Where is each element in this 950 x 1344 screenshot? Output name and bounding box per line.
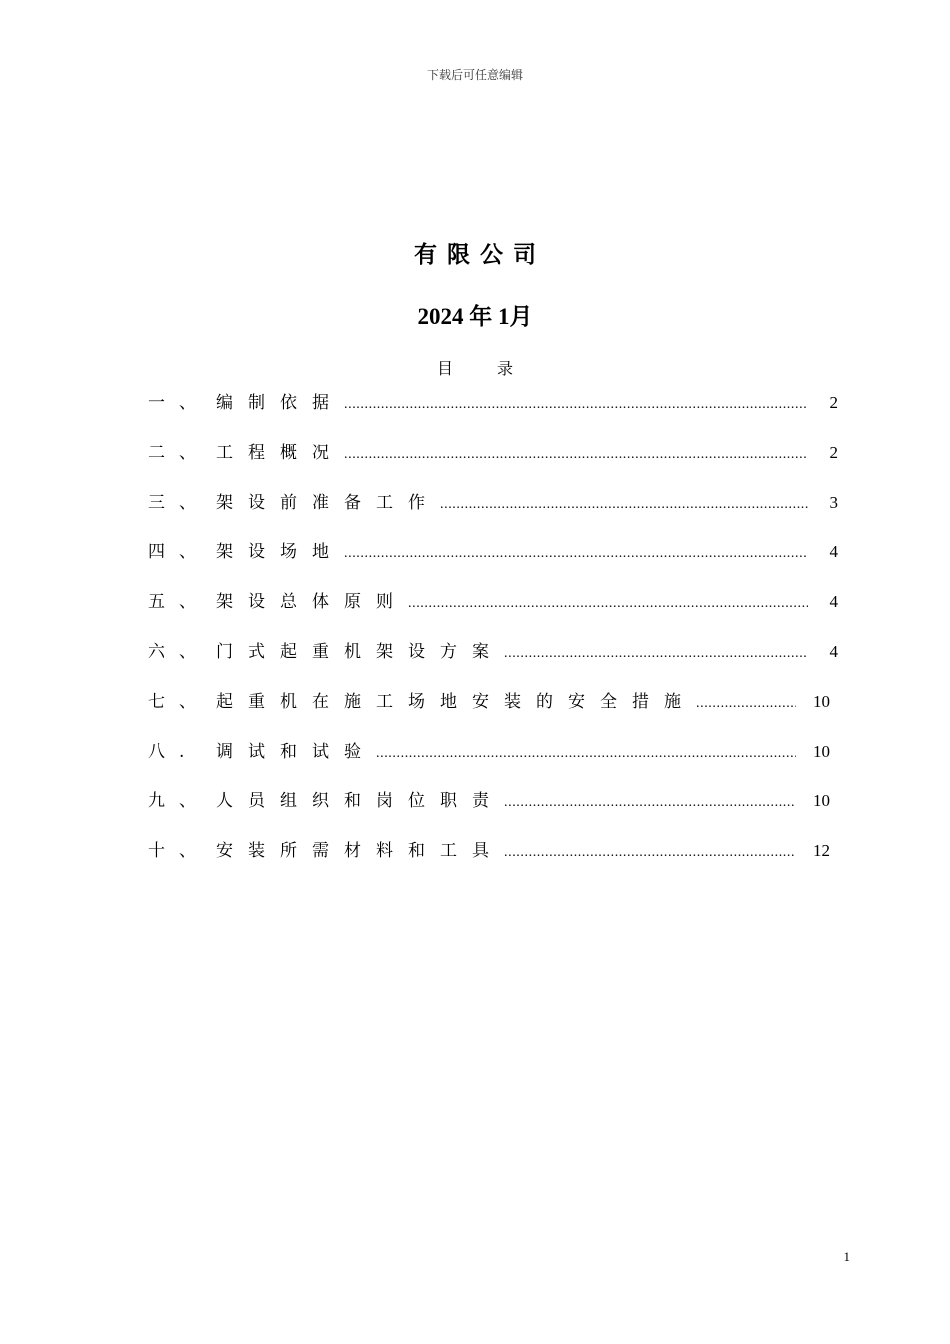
toc-item-number: 二、 xyxy=(148,442,210,463)
toc-item-page: 2 xyxy=(829,393,838,412)
toc-item-label: 安装所需材料和工具 xyxy=(216,841,504,862)
toc-item-page: 4 xyxy=(829,592,838,612)
company-name: 有限公司 xyxy=(414,241,546,268)
toc-item-label: 架设总体原则 xyxy=(216,592,408,613)
toc-leader-dots xyxy=(344,397,808,413)
toc-title-right: 录 xyxy=(497,359,514,378)
toc-item-label: 编制依据 xyxy=(216,393,344,413)
document-date: 2024 年 1月 xyxy=(417,304,533,329)
toc-item-label: 架设场地 xyxy=(216,542,344,563)
toc-item-number: 一、 xyxy=(148,393,210,413)
table-of-contents xyxy=(148,388,838,886)
toc-item-label: 架设前准备工作 xyxy=(216,492,440,513)
toc-item-number: 九、 xyxy=(148,791,210,812)
toc-item-4[interactable] xyxy=(148,537,838,587)
toc-item-page: 3 xyxy=(829,492,838,512)
toc-leader-dots xyxy=(504,646,808,662)
toc-item-10[interactable] xyxy=(148,836,830,886)
toc-item-9[interactable] xyxy=(148,786,830,836)
toc-leader-dots xyxy=(408,596,808,612)
toc-item-5[interactable] xyxy=(148,587,838,637)
toc-item-number: 四、 xyxy=(148,542,210,563)
toc-leader-dots xyxy=(344,447,808,463)
toc-item-page: 12 xyxy=(813,841,830,861)
toc-leader-dots xyxy=(696,696,796,712)
toc-leader-dots xyxy=(504,845,796,861)
toc-item-number: 三、 xyxy=(148,492,210,513)
toc-item-label: 工程概况 xyxy=(216,442,344,463)
toc-item-number: 八. xyxy=(148,741,199,762)
toc-title xyxy=(0,356,950,379)
toc-item-2[interactable] xyxy=(148,438,838,488)
toc-item-number: 七、 xyxy=(148,691,210,712)
toc-item-page: 4 xyxy=(829,542,838,562)
toc-item-label: 调试和试验 xyxy=(216,741,376,762)
toc-item-page: 10 xyxy=(813,791,830,811)
toc-leader-dots xyxy=(376,746,796,762)
toc-item-page: 10 xyxy=(813,741,830,761)
toc-item-3[interactable] xyxy=(148,488,838,538)
toc-item-label: 起重机在施工场地安装的安全措施 xyxy=(216,691,696,712)
toc-item-number: 六、 xyxy=(148,641,210,662)
toc-leader-dots xyxy=(504,795,796,811)
toc-item-number: 十、 xyxy=(148,841,210,862)
toc-title-left: 目 xyxy=(436,359,453,378)
header-note: 下载后可任意编辑 xyxy=(426,68,523,82)
toc-item-number: 五、 xyxy=(148,592,210,613)
toc-leader-dots xyxy=(344,546,808,562)
page-number: 1 xyxy=(843,1249,850,1264)
toc-item-1[interactable] xyxy=(148,388,838,438)
toc-item-page: 4 xyxy=(829,641,838,661)
toc-item-8[interactable] xyxy=(148,737,830,787)
toc-item-7[interactable] xyxy=(148,687,830,737)
toc-leader-dots xyxy=(440,497,808,513)
toc-item-page: 2 xyxy=(829,442,838,462)
toc-item-6[interactable] xyxy=(148,637,838,687)
toc-item-label: 门式起重机架设方案 xyxy=(216,641,504,662)
toc-item-label: 人员组织和岗位职责 xyxy=(216,791,504,812)
toc-item-page: 10 xyxy=(813,691,830,711)
